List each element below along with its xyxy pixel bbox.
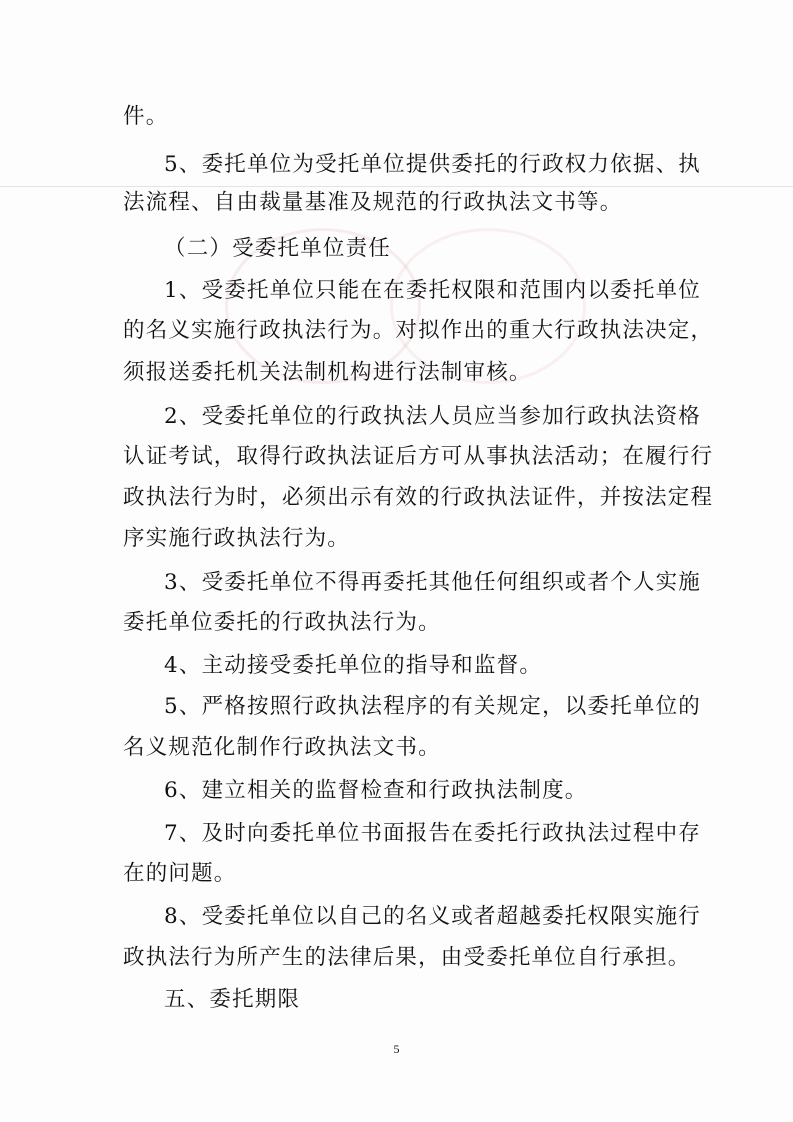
text-line-5: 1、受委托单位只能在在委托权限和范围内以委托单位 xyxy=(164,278,701,303)
text-line-7: 须报送委托机关法制机构进行法制审核。 xyxy=(123,360,532,385)
text-line-15: 5、严格按照行政执法程序的有关规定，以委托单位的 xyxy=(164,694,701,719)
text-line-19: 在的问题。 xyxy=(123,861,237,886)
text-line-21: 政执法行为所产生的法律后果，由受委托单位自行承担。 xyxy=(123,945,691,970)
section-heading-responsibilities: （二）受委托单位责任 xyxy=(164,236,392,261)
text-line-16: 名义规范化制作行政执法文书。 xyxy=(123,735,441,760)
text-line-2: 5、委托单位为受托单位提供委托的行政权力依据、执 xyxy=(164,152,701,177)
text-line-14: 4、主动接受委托单位的指导和监督。 xyxy=(164,653,543,678)
page-number: 5 xyxy=(393,1042,400,1056)
text-line-3: 法流程、自由裁量基准及规范的行政执法文书等。 xyxy=(123,190,623,215)
text-line-18: 7、及时向委托单位书面报告在委托行政执法过程中存 xyxy=(164,821,701,846)
text-line-10: 政执法行为时，必须出示有效的行政执法证件，并按法定程 xyxy=(123,485,714,510)
section-heading-term: 五、委托期限 xyxy=(164,987,301,1012)
text-line-20: 8、受委托单位以自己的名义或者超越委托权限实施行 xyxy=(164,904,701,929)
text-line-17: 6、建立相关的监督检查和行政执法制度。 xyxy=(164,778,588,803)
text-line-8: 2、受委托单位的行政执法人员应当参加行政执法资格 xyxy=(164,404,701,429)
text-line-9: 认证考试，取得行政执法证后方可从事执法活动；在履行行 xyxy=(123,444,714,469)
text-line-6: 的名义实施行政执法行为。对拟作出的重大行政执法决定， xyxy=(123,318,714,343)
text-line-11: 序实施行政执法行为。 xyxy=(123,526,351,551)
text-line-12: 3、受委托单位不得再委托其他任何组织或者个人实施 xyxy=(164,570,701,595)
text-line-1: 件。 xyxy=(123,104,169,129)
text-line-13: 委托单位委托的行政执法行为。 xyxy=(123,610,441,635)
scan-fold-line xyxy=(0,186,793,187)
